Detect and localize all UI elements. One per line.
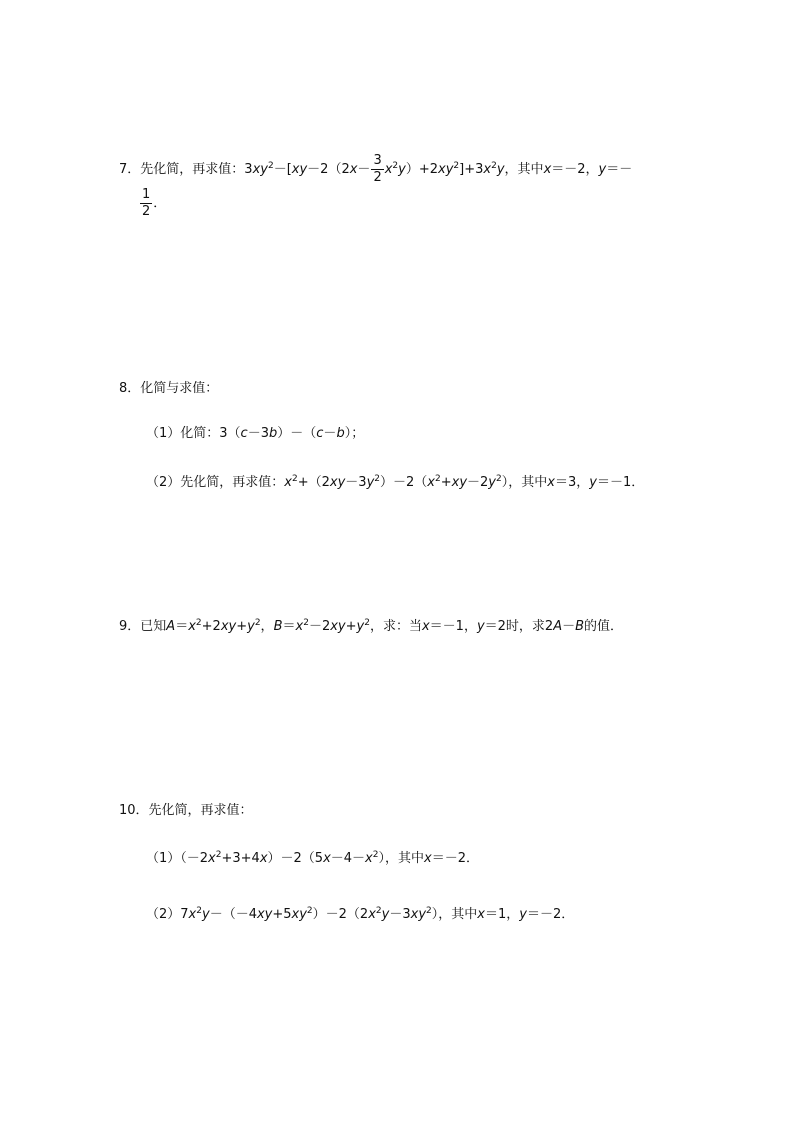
var: c xyxy=(240,426,248,441)
var: x xyxy=(365,851,373,866)
exp: 2 xyxy=(453,161,460,171)
expr: －2 xyxy=(467,475,489,490)
q10-number: 10． xyxy=(119,803,149,818)
var: y xyxy=(398,162,406,177)
expr: ），其中 xyxy=(501,475,548,490)
exp: 2 xyxy=(426,906,432,916)
var: xy xyxy=(438,162,454,177)
q10-title-text: 先化简，再求值： xyxy=(148,803,253,818)
q9-line xyxy=(119,619,623,635)
expr: －（－4 xyxy=(209,907,257,922)
var: y xyxy=(488,475,496,490)
expr: ＝－2． xyxy=(431,851,479,866)
var: x xyxy=(421,619,430,634)
expr: + xyxy=(345,619,357,634)
expr: ]+3 xyxy=(459,162,484,177)
expr: +2 xyxy=(201,619,221,634)
q10-part1 xyxy=(146,851,479,867)
var: c xyxy=(316,426,324,441)
expr: ＝ xyxy=(175,619,189,634)
var: x xyxy=(284,475,292,490)
expr: ）－2（5 xyxy=(267,851,324,866)
expr: －2 xyxy=(308,619,331,634)
expr: ． xyxy=(153,196,167,211)
expr: ＝－2． xyxy=(526,907,575,922)
exp: 2 xyxy=(306,906,313,916)
exp: 2 xyxy=(303,618,309,628)
expr: 3 xyxy=(244,162,253,177)
expr: + xyxy=(440,475,452,490)
q8-part1 xyxy=(146,426,364,442)
fraction-numerator: 3 xyxy=(373,153,382,168)
q7-instruction: 先化简，再求值： xyxy=(140,162,245,177)
exp: 2 xyxy=(375,906,382,916)
var: x xyxy=(259,851,268,866)
expr: ， xyxy=(260,619,274,634)
q8-part2 xyxy=(146,475,644,491)
var: y xyxy=(476,619,485,634)
expr: +（2 xyxy=(297,475,330,490)
var: x xyxy=(188,619,196,634)
expr: －3 xyxy=(247,426,269,441)
q7-number: 7． xyxy=(119,162,141,177)
var: x xyxy=(424,851,432,866)
var: B xyxy=(273,619,283,634)
expr: ）－2（ xyxy=(380,475,428,490)
expr: ），其中 xyxy=(378,851,424,866)
expr: － xyxy=(323,426,337,441)
var: xy xyxy=(451,475,468,490)
exp: 2 xyxy=(215,850,222,860)
var: B xyxy=(575,619,585,634)
var: x xyxy=(547,475,555,490)
expr: （2）7 xyxy=(146,907,189,922)
var: A xyxy=(553,619,563,634)
fraction xyxy=(140,188,152,219)
expr: ）+2 xyxy=(405,162,439,177)
expr: +3+4 xyxy=(221,851,260,866)
var: A xyxy=(166,619,176,634)
var: x xyxy=(543,162,552,177)
q10-part2 xyxy=(146,907,574,923)
var: y xyxy=(496,162,505,177)
expr: ）－（ xyxy=(277,426,317,441)
expr: －2（2 xyxy=(307,162,350,177)
exp: 2 xyxy=(267,161,274,171)
expr: －[ xyxy=(273,162,292,177)
q7-line xyxy=(119,154,632,185)
expr: + xyxy=(236,619,248,634)
fraction-denominator: 2 xyxy=(142,204,151,219)
expr: ，其中 xyxy=(504,162,544,177)
var: x xyxy=(483,162,492,177)
expr: ）； xyxy=(344,426,365,441)
fraction-numerator: 1 xyxy=(142,187,151,202)
var: xy xyxy=(256,907,273,922)
expr: ＝－1． xyxy=(596,475,645,490)
exp: 2 xyxy=(496,474,502,484)
expr: ＝ xyxy=(282,619,296,634)
exp: 2 xyxy=(372,850,379,860)
var: y xyxy=(247,619,255,634)
var: x xyxy=(295,619,304,634)
exp: 2 xyxy=(196,906,202,916)
q8-title-text: 化简与求值： xyxy=(140,381,219,396)
expr: ＝2时，求2 xyxy=(484,619,554,634)
expr: ），其中 xyxy=(431,907,478,922)
expr: ＝3， xyxy=(554,475,590,490)
var: xy xyxy=(410,907,427,922)
expr: ＝－1， xyxy=(429,619,477,634)
exp: 2 xyxy=(364,618,370,628)
q8-title xyxy=(119,381,218,397)
expr: － xyxy=(562,619,576,634)
var: x xyxy=(323,851,331,866)
var: y xyxy=(356,619,365,634)
expr: －3 xyxy=(389,907,411,922)
var: x xyxy=(208,851,216,866)
exp: 2 xyxy=(254,618,261,628)
exp: 2 xyxy=(374,474,380,484)
q7-tail xyxy=(139,188,166,219)
var: x xyxy=(349,162,358,177)
var: y xyxy=(201,907,210,922)
expr: －4－ xyxy=(330,851,366,866)
expr: ＝－ xyxy=(606,162,633,177)
var: x xyxy=(427,475,435,490)
expr: ）－2（2 xyxy=(312,907,369,922)
var: x xyxy=(477,907,485,922)
expr: （1）（－2 xyxy=(146,851,209,866)
var: y xyxy=(519,907,527,922)
var: y xyxy=(381,907,390,922)
exp: 2 xyxy=(392,161,399,171)
var: xy xyxy=(291,907,307,922)
q8-number: 8． xyxy=(119,381,141,396)
var: xy xyxy=(330,619,346,634)
var: y xyxy=(598,162,607,177)
var: y xyxy=(366,475,375,490)
var: x xyxy=(188,907,197,922)
expr: －3 xyxy=(345,475,367,490)
var: xy xyxy=(329,475,346,490)
q10-title xyxy=(119,803,253,819)
fraction-denominator: 2 xyxy=(373,170,382,185)
expr: ＝1， xyxy=(484,907,520,922)
expr: （1）化简：3（ xyxy=(146,426,241,441)
exp: 2 xyxy=(291,474,298,484)
expr: － xyxy=(357,162,371,177)
var: x xyxy=(368,907,376,922)
var: xy xyxy=(252,162,268,177)
var: xy xyxy=(220,619,237,634)
expr: +5 xyxy=(272,907,292,922)
exp: 2 xyxy=(491,161,497,171)
expr: 的值． xyxy=(584,619,624,634)
exp: 2 xyxy=(434,474,441,484)
expr: （2）先化简，再求值： xyxy=(146,475,285,490)
expr: ＝－2， xyxy=(551,162,599,177)
exp: 2 xyxy=(195,618,202,628)
expr: ，求：当 xyxy=(369,619,422,634)
var: b xyxy=(268,426,278,441)
var: y xyxy=(589,475,597,490)
var: b xyxy=(336,426,345,441)
q9-number: 9．已知 xyxy=(119,619,167,634)
var: xy xyxy=(291,162,308,177)
var: x xyxy=(384,162,393,177)
fraction xyxy=(371,154,383,185)
